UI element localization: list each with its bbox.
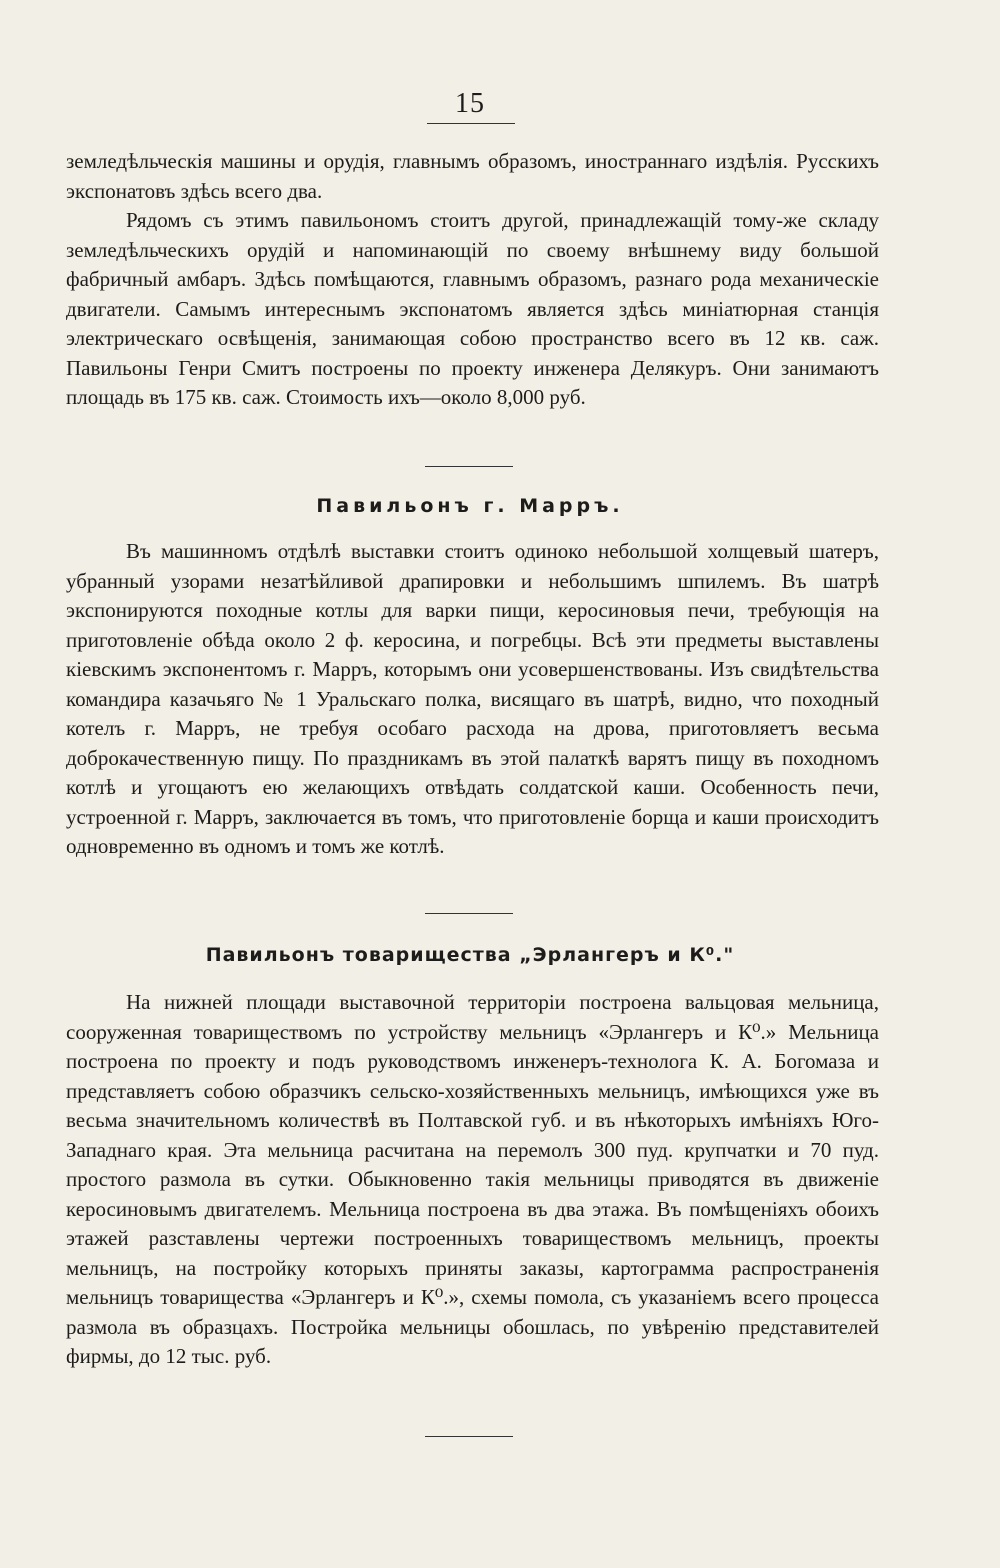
section-divider [425, 1436, 513, 1437]
section-divider [425, 913, 513, 914]
page-number: 15 [455, 88, 485, 119]
paragraph: Въ машинномъ отдѣлѣ выставки стоитъ одиноко небольшой холщевый шатеръ, убранный узорами незатѣйливой драпировки и небольшимъ шпилемъ. Въ шатрѣ экспонируются походные котлы для варки пищи, керосиновыя печи, требующія на приготовленіе обѣда около 2 ф. керосина, и погребцы. Всѣ эти предметы выставлены кіевскимъ экспонентомъ г. Марръ, которымъ они усовершенствованы. Изъ свидѣтельства командира казачьяго № 1 Уральскаго полка, висящаго въ шатрѣ, видно, что походный котелъ г. Марръ, не требуя особаго расхода на дрова, приготовляетъ весьма доброкачественную пищу. По праздникамъ въ этой палаткѣ варятъ пищу въ походномъ котлѣ и угощаютъ ею желающихъ отвѣдать солдатской каши. Особенность печи, устроенной г. Марръ, заключается въ томъ, что приготовленіе борща и каши происходитъ одновременно въ одномъ и томъ же котлѣ. [66, 539, 879, 858]
section-heading: Павильонъ товарищества „Эрлангеръ и К⁰." [205, 944, 735, 966]
paragraph: Рядомъ съ этимъ павильономъ стоитъ другой, принадлежащій тому-же складу земледѣльческихъ орудій и напоминающій по своему внѣшнему виду большой фабричный амбаръ. Здѣсь помѣщаются, главнымъ образомъ, разнаго рода механическіе двигатели. Самымъ интереснымъ экспонатомъ является здѣсь миніатюрная станція электрическаго освѣщенія, занимающая собою пространство всего въ 12 кв. саж. Павильоны Генри Смитъ построены по проекту инженера Делякуръ. Они занимаютъ площадь въ 175 кв. саж. Стоимость ихъ—около 8,000 руб. [66, 208, 879, 409]
section-intro [66, 147, 879, 413]
section-erlanger [66, 988, 879, 1372]
section-heading: Павильонъ г. Марръ. [316, 495, 624, 517]
header-rule [427, 123, 515, 124]
paragraph: земледѣльческія машины и орудія, главнымъ образомъ, иностраннаго издѣлія. Русскихъ экспонатовъ здѣсь всего два. [66, 149, 879, 203]
paragraph: На нижней площади выставочной территоріи построена вальцовая мельница, сооруженная товариществомъ по устройству мельницъ «Эрлангеръ и К⁰.» Мельница построена по проекту и подъ руководствомъ инженеръ-технолога К. А. Богомаза и представляетъ собою образчикъ сельско-хозяйственныхъ мельницъ, имѣющихся уже въ весьма значительномъ количествѣ въ Полтавской губ. и въ нѣкоторыхъ имѣніяхъ Юго-Западнаго края. Эта мельница расчитана на перемолъ 300 пуд. крупчатки и 70 пуд. простого размола въ сутки. Обыкновенно такія мельницы приводятся въ движеніе керосиновымъ двигателемъ. Мельница построена въ два этажа. Въ помѣщеніяхъ обоихъ этажей разставлены чертежи построенныхъ товариществомъ мельницъ, проекты мельницъ, на постройку которыхъ приняты заказы, картограмма распространенія мельницъ товарищества «Эрлангеръ и К⁰.», схемы помола, съ указаніемъ всего процесса размола въ образцахъ. Постройка мельницы обошлась, по увѣренію представителей фирмы, до 12 тыс. руб. [66, 990, 879, 1368]
section-divider [425, 466, 513, 467]
section-marr [66, 537, 879, 862]
